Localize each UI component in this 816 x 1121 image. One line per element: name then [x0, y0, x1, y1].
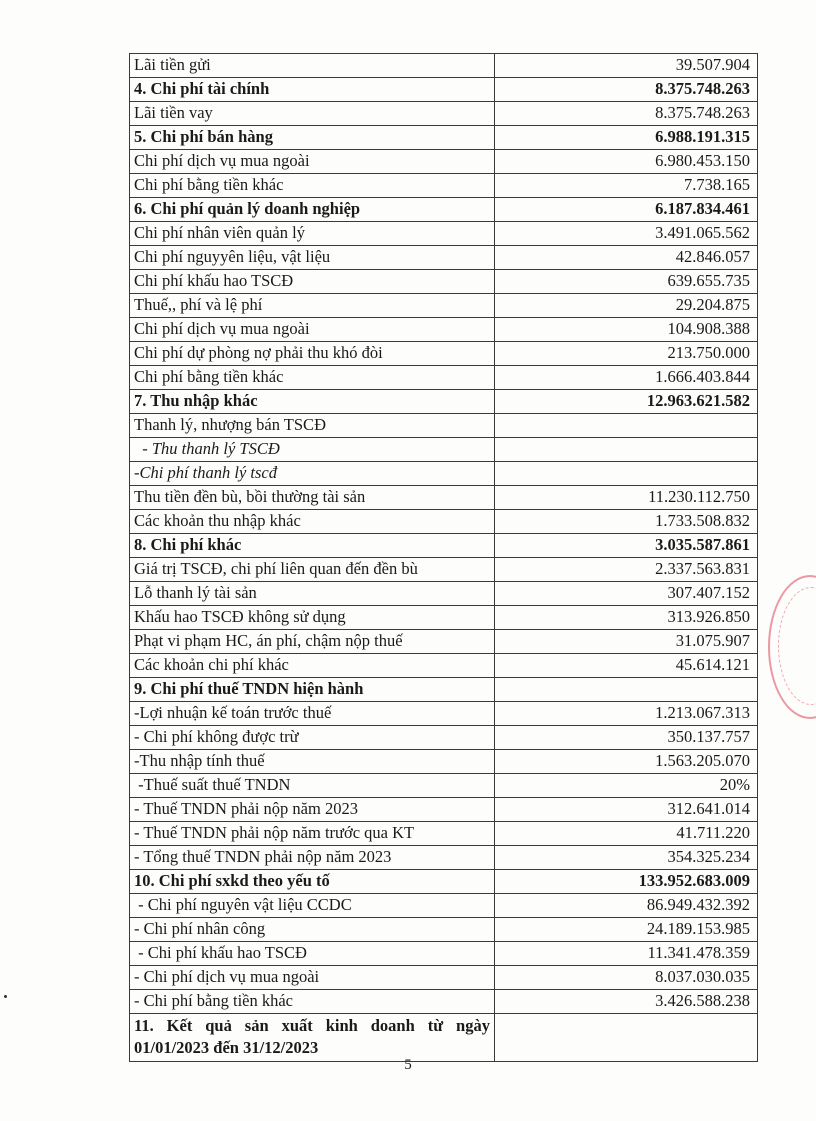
table-row	[130, 270, 758, 294]
row-label: -Chi phí thanh lý tscđ	[130, 462, 495, 486]
row-label: - Thuế TNDN phải nộp năm 2023	[130, 798, 495, 822]
page-number: 5	[404, 1057, 412, 1073]
row-label: - Chi phí dịch vụ mua ngoài	[130, 966, 495, 990]
table-row	[130, 726, 758, 750]
table-row-section	[130, 870, 758, 894]
row-value: 11.230.112.750	[495, 486, 758, 510]
row-value: 6.980.453.150	[495, 150, 758, 174]
row-value: 307.407.152	[495, 582, 758, 606]
row-label: Chi phí bằng tiền khác	[130, 174, 495, 198]
row-value	[495, 414, 758, 438]
row-label: 4. Chi phí tài chính	[130, 78, 495, 102]
row-value: 6.988.191.315	[495, 126, 758, 150]
table-row	[130, 942, 758, 966]
row-value: 29.204.875	[495, 294, 758, 318]
row-value: 1.563.205.070	[495, 750, 758, 774]
row-value: 1.213.067.313	[495, 702, 758, 726]
row-label: Chi phí nguyyên liệu, vật liệu	[130, 246, 495, 270]
table-row	[130, 222, 758, 246]
table-row-section	[130, 126, 758, 150]
row-value: 7.738.165	[495, 174, 758, 198]
row-label: Chi phí bằng tiền khác	[130, 366, 495, 390]
row-value: 354.325.234	[495, 846, 758, 870]
row-value: 3.491.065.562	[495, 222, 758, 246]
table-row	[130, 318, 758, 342]
row-label: Chi phí dịch vụ mua ngoài	[130, 150, 495, 174]
row-value: 42.846.057	[495, 246, 758, 270]
row-label: Giá trị TSCĐ, chi phí liên quan đến đền bù	[130, 558, 495, 582]
table-row	[130, 558, 758, 582]
row-value: 86.949.432.392	[495, 894, 758, 918]
row-label: Chi phí dịch vụ mua ngoài	[130, 318, 495, 342]
row-label: - Thu thanh lý TSCĐ	[130, 438, 495, 462]
table-row-section	[130, 78, 758, 102]
table-row	[130, 606, 758, 630]
row-value: 45.614.121	[495, 654, 758, 678]
table-row	[130, 798, 758, 822]
row-label: Khấu hao TSCĐ không sử dụng	[130, 606, 495, 630]
row-label: 7. Thu nhập khác	[130, 390, 495, 414]
row-value	[495, 1014, 758, 1062]
row-label: Các khoản chi phí khác	[130, 654, 495, 678]
row-label: - Chi phí nhân công	[130, 918, 495, 942]
scan-speck	[4, 995, 7, 998]
row-label: Chi phí nhân viên quản lý	[130, 222, 495, 246]
table-row	[130, 582, 758, 606]
row-label: Phạt vi phạm HC, án phí, chậm nộp thuế	[130, 630, 495, 654]
row-label	[130, 1014, 495, 1062]
row-label: Thuế,, phí và lệ phí	[130, 294, 495, 318]
table-row-section-11	[130, 1014, 758, 1062]
row-label: Lỗ thanh lý tài sản	[130, 582, 495, 606]
row-value	[495, 462, 758, 486]
table-row	[130, 246, 758, 270]
row-value: 350.137.757	[495, 726, 758, 750]
row-label: 10. Chi phí sxkd theo yếu tố	[130, 870, 495, 894]
table-row	[130, 990, 758, 1014]
row-label: - Chi phí nguyên vật liệu CCDC	[130, 894, 495, 918]
row-label: - Chi phí bằng tiền khác	[130, 990, 495, 1014]
table-row	[130, 654, 758, 678]
table-row	[130, 510, 758, 534]
table-row	[130, 702, 758, 726]
table-row	[130, 486, 758, 510]
table-row	[130, 102, 758, 126]
row-label: Lãi tiền gửi	[130, 54, 495, 78]
row-label: - Chi phí khấu hao TSCĐ	[130, 942, 495, 966]
row-label: 9. Chi phí thuế TNDN hiện hành	[130, 678, 495, 702]
row-value: 12.963.621.582	[495, 390, 758, 414]
row-value: 2.337.563.831	[495, 558, 758, 582]
row-label-line2: 01/01/2023 đến 31/12/2023	[134, 1038, 319, 1057]
row-value: 8.037.030.035	[495, 966, 758, 990]
table-row-section	[130, 198, 758, 222]
row-label: Thu tiền đền bù, bồi thường tài sản	[130, 486, 495, 510]
table-row	[130, 294, 758, 318]
row-value: 639.655.735	[495, 270, 758, 294]
row-value: 20%	[495, 774, 758, 798]
row-value: 3.426.588.238	[495, 990, 758, 1014]
row-label: Chi phí khấu hao TSCĐ	[130, 270, 495, 294]
table-row	[130, 150, 758, 174]
row-label: - Chi phí không được trừ	[130, 726, 495, 750]
red-stamp-seal	[768, 575, 816, 719]
row-label: -Thu nhập tính thuế	[130, 750, 495, 774]
row-label: Các khoản thu nhập khác	[130, 510, 495, 534]
table-row	[130, 174, 758, 198]
row-value: 104.908.388	[495, 318, 758, 342]
row-value: 133.952.683.009	[495, 870, 758, 894]
row-value	[495, 678, 758, 702]
table-row	[130, 918, 758, 942]
row-label: Lãi tiền vay	[130, 102, 495, 126]
row-value: 1.733.508.832	[495, 510, 758, 534]
row-label: Chi phí dự phòng nợ phải thu khó đòi	[130, 342, 495, 366]
table-row-section	[130, 390, 758, 414]
row-value: 1.666.403.844	[495, 366, 758, 390]
table-row	[130, 414, 758, 438]
table-body	[130, 54, 758, 1014]
table-row-section	[130, 678, 758, 702]
table-row	[130, 822, 758, 846]
row-value: 3.035.587.861	[495, 534, 758, 558]
row-label: -Thuế suất thuế TNDN	[130, 774, 495, 798]
table-row	[130, 54, 758, 78]
financial-notes-table	[129, 53, 758, 1062]
row-value	[495, 438, 758, 462]
row-label: 8. Chi phí khác	[130, 534, 495, 558]
table-row	[130, 462, 758, 486]
table-row	[130, 342, 758, 366]
row-value: 11.341.478.359	[495, 942, 758, 966]
row-value: 24.189.153.985	[495, 918, 758, 942]
row-value: 41.711.220	[495, 822, 758, 846]
row-value: 39.507.904	[495, 54, 758, 78]
table-row	[130, 630, 758, 654]
row-value: 213.750.000	[495, 342, 758, 366]
row-label: -Lợi nhuận kế toán trước thuế	[130, 702, 495, 726]
row-value: 312.641.014	[495, 798, 758, 822]
row-label: - Tổng thuế TNDN phải nộp năm 2023	[130, 846, 495, 870]
table-row-section	[130, 534, 758, 558]
row-value: 313.926.850	[495, 606, 758, 630]
row-label-line1: 11. Kết quả sản xuất kinh doanh từ ngày	[134, 1016, 490, 1035]
row-value: 31.075.907	[495, 630, 758, 654]
row-label: - Thuế TNDN phải nộp năm trước qua KT	[130, 822, 495, 846]
table-row	[130, 366, 758, 390]
table-row	[130, 846, 758, 870]
table-row	[130, 750, 758, 774]
row-label: 5. Chi phí bán hàng	[130, 126, 495, 150]
row-label: 6. Chi phí quản lý doanh nghiệp	[130, 198, 495, 222]
table-row	[130, 774, 758, 798]
row-value: 6.187.834.461	[495, 198, 758, 222]
row-value: 8.375.748.263	[495, 102, 758, 126]
row-value: 8.375.748.263	[495, 78, 758, 102]
table-row	[130, 894, 758, 918]
table-row	[130, 438, 758, 462]
row-label: Thanh lý, nhượng bán TSCĐ	[130, 414, 495, 438]
table-row	[130, 966, 758, 990]
